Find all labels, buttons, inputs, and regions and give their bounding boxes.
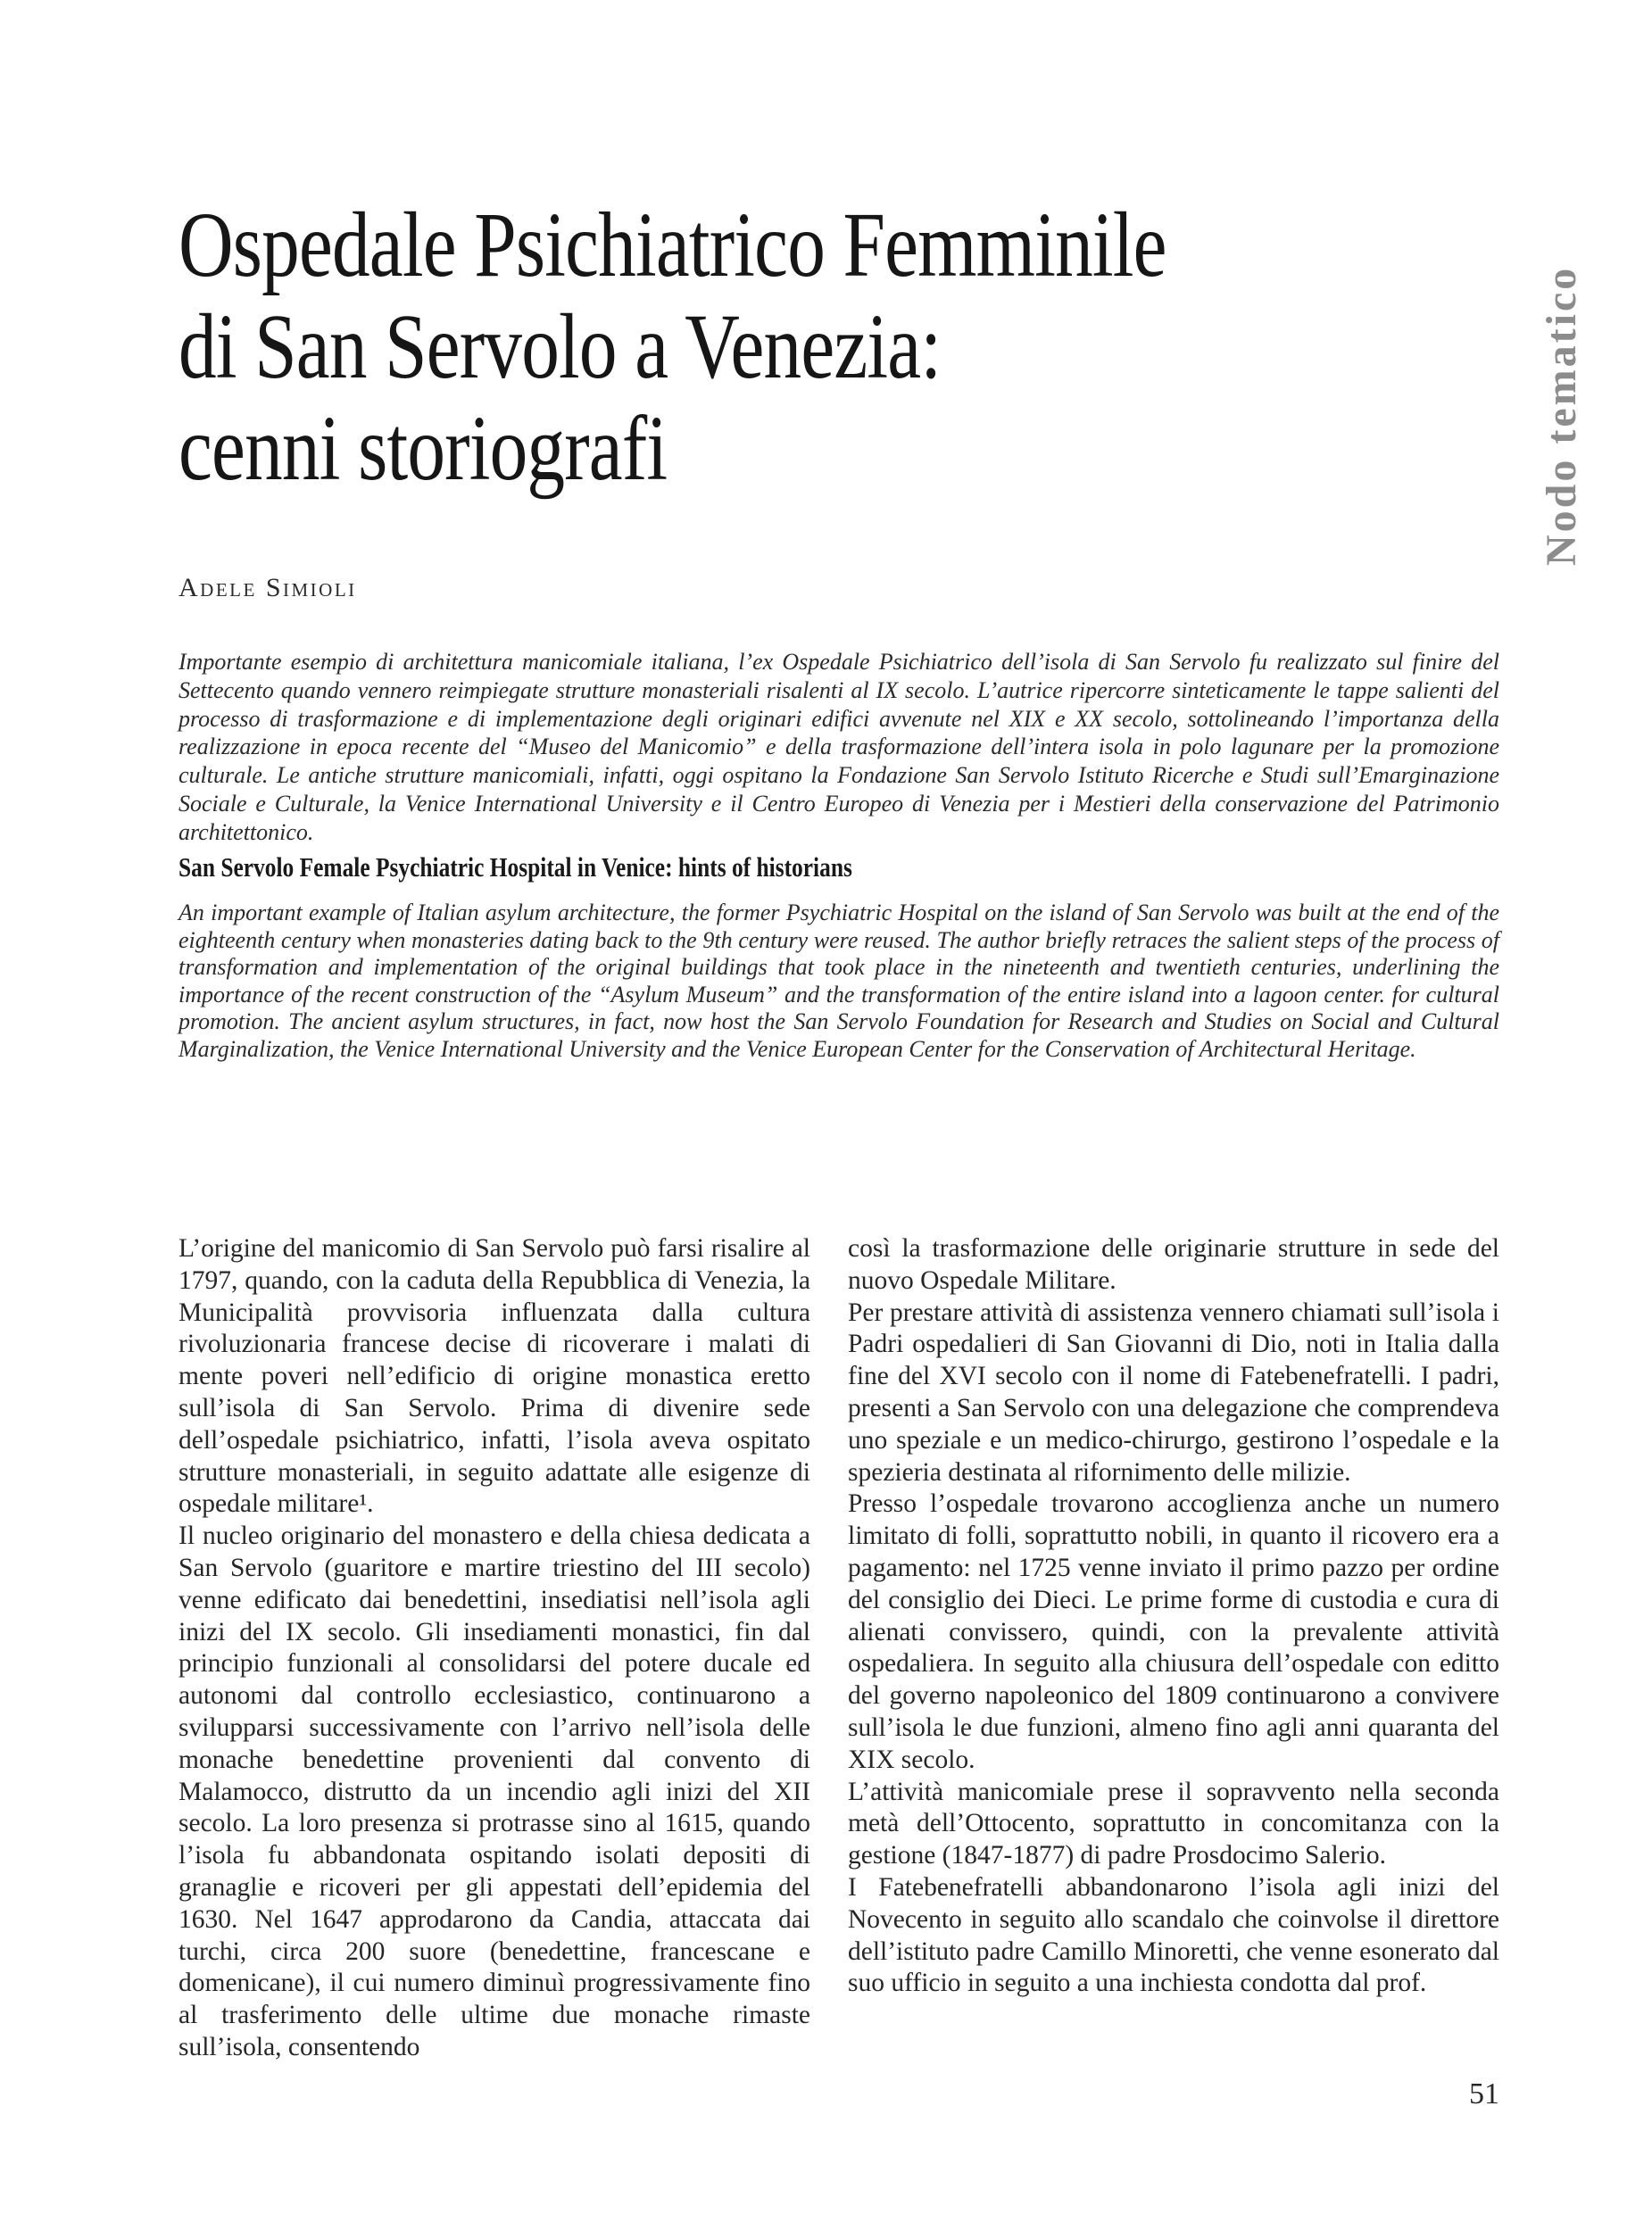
author-name: Adele Simioli bbox=[178, 573, 357, 602]
article-title bbox=[178, 195, 1166, 500]
body-paragraph: Per prestare attività di assistenza vennero chiamati sull’isola i Padri ospedalieri di San Giovanni di Dio, noti in Italia dalla fine del XVI secolo con il nome di Fatebenefratelli. I padri, presenti a San Servolo con una delegazione che comprendeva uno speziale e un medico-chirurgo, gestirono l’ospedale e la spezieria destinata al rifornimento delle milizie. bbox=[848, 1298, 1499, 1487]
body-paragraph: così la trasformazione delle originarie strutture in sede del nuovo Ospedale Militare. bbox=[848, 1234, 1499, 1295]
page-number: 51 bbox=[1469, 2077, 1499, 2110]
article-title-line: cenni storiografi bbox=[178, 396, 668, 500]
abstract-english: An important example of Italian asylum architecture, the former Psychiatric Hospital on the island of San Servolo was built at the end of the eighteenth century when monasteries dating back to the 9th century were reused. The author briefly retraces the salient steps of the process of transformation and implementation of the original buildings that took place in the nineteenth and twentieth centuries, underlining the importance of the recent construction of the “Asylum Museum” and the transformation of the entire island into a lagoon center. for cultural promotion. The ancient asylum structures, in fact, now host the San Servolo Foundation for Research and Studies on Social and Cultural Marginalization, the Venice International University and the Venice European Center for the Conservation of Architectural Heritage. bbox=[178, 900, 1499, 1062]
body-paragraph: L’origine del manicomio di San Servolo può farsi risalire al 1797, quando, con la caduta della Repubblica di Venezia, la Municipalità provvisoria influenzata dalla cultura rivoluzionaria francese decise di ricoverare i malati di mente poveri nell’edificio di origine monastica eretto sull’isola di San Servolo. Prima di divenire sede dell’ospedale psichiatrico, infatti, l’isola aveva ospitato strutture monasteriali, in seguito adattate alle esigenze di ospedale militare¹. bbox=[178, 1234, 810, 1519]
body-paragraph: Presso l’ospedale trovarono accoglienza anche un numero limitato di folli, soprattutto nobili, in quanto il ricovero era a pagamento: nel 1725 venne inviato il primo pazzo per ordine del consiglio dei Dieci. Le prime forme di custodia e cura di alienati convissero, quindi, con la prevalente attività ospedaliera. In seguito alla chiusura dell’ospedale con editto del governo napoleonico del 1809 continuarono a convivere sull’isola le due funzioni, almeno fino agli anni quaranta del XIX secolo. bbox=[848, 1489, 1499, 1774]
section-label-vertical: Nodo tematico bbox=[1538, 265, 1585, 566]
body-paragraph: Il nucleo originario del monastero e della chiesa dedicata a San Servolo (guaritore e martire triestino del III secolo) venne edificato dai benedettini, insediatisi nell’isola agli inizi del IX secolo. Gli insediamenti monastici, fin dal principio funzionali al consolidarsi del potere ducale ed autonomi dal controllo ecclesiastico, continuarono a svilupparsi successivamente con l’arrivo nell’isola delle monache benedettine provenienti dal convento di Malamocco, distrutto da un incendio agli inizi del XII secolo. La loro presenza si protrasse sino al 1615, quando l’isola fu abbandonata ospitando isolati depositi di granaglie e ricoveri per gli appestati dell’epidemia del 1630. Nel 1647 approdarono da Candia, attaccata dai turchi, circa 200 suore (benedettine, francescane e domenicane), il cui numero diminuì progressivamente fino al trasferimento delle ultime due monache rimaste sull’isola, consentendo bbox=[178, 1522, 810, 2061]
abstract-italian: Importante esempio di architettura manicomiale italiana, l’ex Ospedale Psichiatrico dell’isola di San Servolo fu realizzato sul finire del Settecento quando vennero reimpiegate strutture monasteriali risalenti al IX secolo. L’autrice ripercorre sinteticamente le tappe salienti del processo di trasformazione e di implementazione degli originari edifici avvenute nel XIX e XX secolo, sottolineando l’importanza della realizzazione in epoca recente del “Museo del Manicomio” e della trasformazione dell’intera isola in polo lagunare per la promozione culturale. Le antiche strutture manicomiali, infatti, oggi ospitano la Fondazione San Servolo Istituto Ricerche e Studi sull’Emarginazione Sociale e Culturale, la Venice International University e il Centro Europeo di Venezia per i Mestieri della conservazione del Patrimonio architettonico. bbox=[178, 649, 1499, 845]
abstract-english-heading: San Servolo Female Psychiatric Hospital in Venice: hints of historians bbox=[178, 851, 852, 883]
body-column-right bbox=[848, 1233, 1499, 2064]
article-title-line: Ospedale Psichiatrico Femminile bbox=[178, 193, 1166, 296]
body-paragraph: L’attività manicomiale prese il sopravvento nella seconda metà dell’Ottocento, soprattutto in concomitanza con la gestione (1847-1877) di padre Prosdocimo Salerio. bbox=[848, 1777, 1499, 1870]
body-paragraph: I Fatebenefratelli abbandonarono l’isola agli inizi del Novecento in seguito allo scandalo che coinvolse il direttore dell’istituto padre Camillo Minoretti, che venne esonerato dal suo ufficio in seguito a una inchiesta condotta dal prof. bbox=[848, 1872, 1499, 1998]
body-columns bbox=[178, 1233, 1499, 2064]
article-title-line: di San Servolo a Venezia: bbox=[178, 294, 942, 398]
body-column-left bbox=[178, 1233, 810, 2064]
